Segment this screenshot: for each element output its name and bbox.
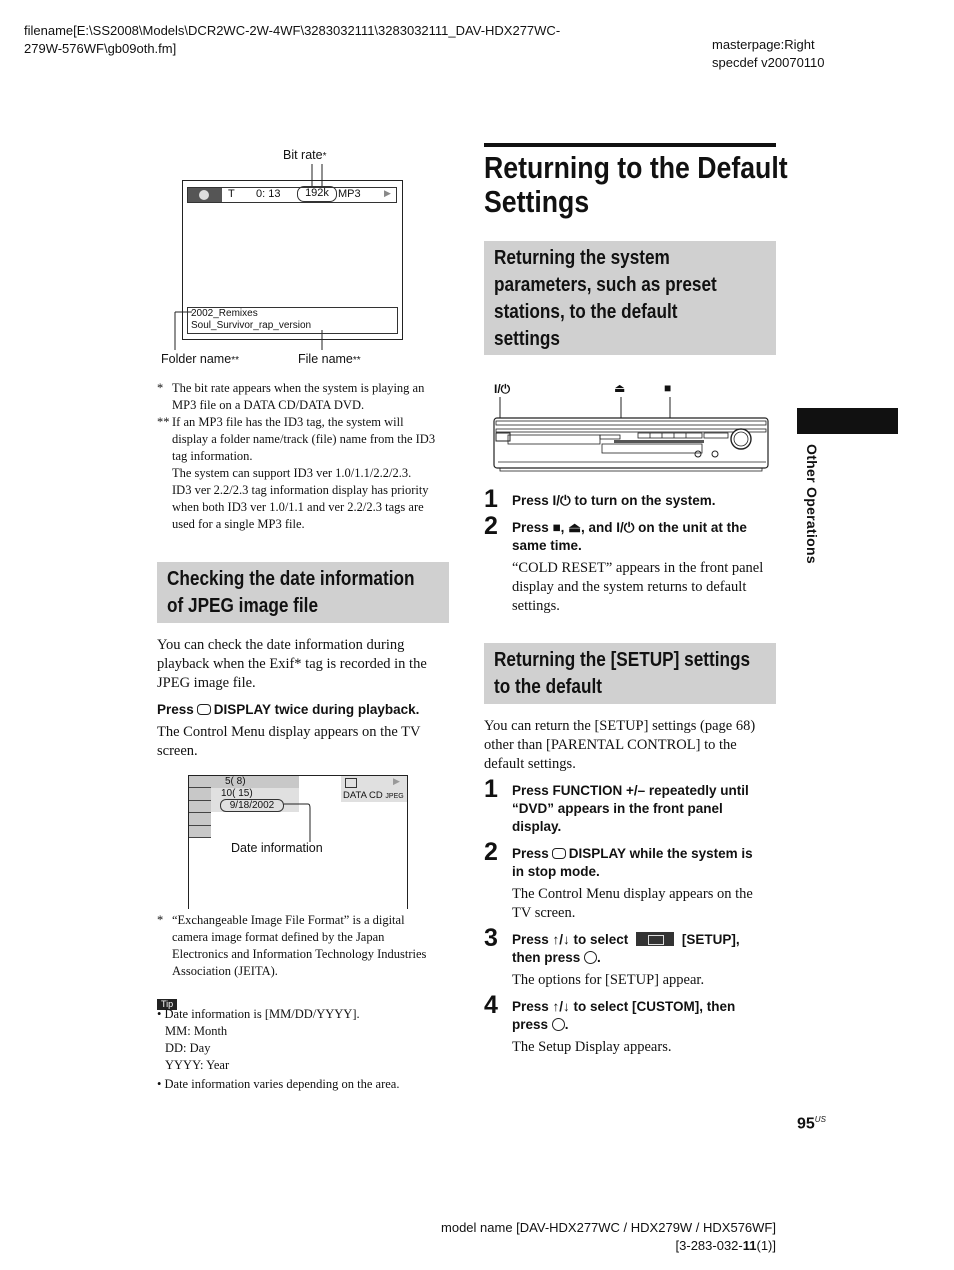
page-number: $95^{US}$ xyxy=(797,1115,826,1133)
date-information-label: Date information xyxy=(231,841,323,855)
osd-folder-count: 10( 15) xyxy=(211,788,299,800)
filename-header: filename[E:\SS2008\Models\DCR2WC-2W-4WF\3283032111\3283032111_DAV-HDX277WC- 279W-576WF\gb09oth.fm] xyxy=(24,23,561,56)
side-tab-label: Other Operations xyxy=(804,444,820,564)
title-rule xyxy=(484,143,776,147)
setup-step-4: Press ↑/↓ to select [CUSTOM], then press . xyxy=(512,999,736,1032)
osd-format: MP3 xyxy=(338,188,361,200)
masterpage-header: masterpage:Right specdef v20070110 xyxy=(712,37,825,70)
setup-step-2-result: The Control Menu display appears on the TV screen. xyxy=(512,886,753,921)
exif-footnote: * “Exchangeable Image File Format” is a digital camera image format defined by the Japan Electronics and Information Technology Industries Association (JEITA). xyxy=(157,913,427,978)
system-step-2-result: “COLD RESET” appears in the front panel display and the system returns to default settings. xyxy=(512,560,764,614)
osd-date: 9/18/2002 xyxy=(220,799,284,812)
power-label: I/⏻ xyxy=(494,382,511,396)
step-number: 2 xyxy=(484,838,498,866)
tip-badge: Tip xyxy=(157,994,177,1012)
bitrate-label: Bit rate* xyxy=(283,148,327,162)
setup-step-2: Press DISPLAY while the system is in stop mode. xyxy=(512,846,753,879)
date-leader-line xyxy=(280,800,330,845)
clock-icon xyxy=(199,190,209,200)
enter-button-icon xyxy=(584,951,597,964)
setup-step-4-result: The Setup Display appears. xyxy=(512,1039,672,1055)
mp3-footnotes xyxy=(157,380,457,533)
osd-clock-area xyxy=(188,188,222,202)
display-button-icon xyxy=(552,848,566,859)
setup-step-3-result: The options for [SETUP] appear. xyxy=(512,972,705,988)
file-name-label: File name** xyxy=(298,352,361,366)
mp3-osd-screen xyxy=(182,180,403,340)
setup-section-heading: Returning the [SETUP] settings to the default xyxy=(484,643,776,704)
slideshow-icon xyxy=(345,778,357,788)
step-number: 3 xyxy=(484,924,498,952)
jpeg-section-heading: Checking the date information of JPEG image file xyxy=(157,562,449,623)
mp3-osd-name-box xyxy=(187,307,398,334)
step-number: 4 xyxy=(484,991,498,1019)
step-number: 2 xyxy=(484,512,498,540)
enter-button-icon xyxy=(552,1018,565,1031)
footnote-bitrate: * The bit rate appears when the system is playing an MP3 file on a DATA CD/DATA DVD. xyxy=(157,381,425,412)
system-step-1: Press I/⏻ to turn on the system. xyxy=(512,493,716,508)
jpeg-instruction: Press DISPLAY twice during playback. xyxy=(157,702,420,717)
step-number: 1 xyxy=(484,485,498,513)
osd-icon-column xyxy=(189,776,211,838)
mp3-osd-bar xyxy=(187,187,397,203)
side-tab-marker xyxy=(797,408,898,434)
step-number: 1 xyxy=(484,775,498,803)
setup-body: You can return the [SETUP] settings (page 68) other than [PARENTAL CONTROL] to the default settings. xyxy=(484,718,756,772)
folder-name-label: Folder name** xyxy=(161,352,239,366)
system-step-2: Press ■, ⏏, and I/⏻ on the unit at the same time. xyxy=(512,520,747,553)
stop-label: ■ xyxy=(664,381,672,395)
osd-folder-value: 2002_Remixes xyxy=(191,308,258,319)
jpeg-body: You can check the date information during playback when the Exif* tag is recorded in the JPEG image file. xyxy=(157,637,427,691)
setup-toolbox-icon xyxy=(636,932,674,946)
setup-step-3: Press ↑/↓ to select [SETUP], then press . xyxy=(512,932,740,965)
osd-time: 0: 13 xyxy=(256,188,281,200)
jpeg-result: The Control Menu display appears on the TV screen. xyxy=(157,724,421,759)
page-title: Returning to the Default Settings xyxy=(484,150,788,219)
tips: • Date information is [MM/DD/YYYY]. MM: Month DD: Day YYYY: Year • Date information varies depending on the area. xyxy=(157,1007,400,1091)
system-section-heading: Returning the system parameters, such as preset stations, to the default settings xyxy=(484,241,776,355)
footer: model name [DAV-HDX277WC / HDX279W / HDX576WF] [3-283-032-11(1)] xyxy=(441,1220,776,1253)
osd-image-count: 5( 8) xyxy=(211,776,299,788)
eject-label: ⏏ xyxy=(614,381,626,395)
osd-jpeg: JPEG xyxy=(385,793,404,800)
unit-front-panel-illustration xyxy=(490,395,775,475)
setup-step-1: Press FUNCTION +/– repeatedly until “DVD” appears in the front panel display. xyxy=(512,783,749,834)
play-icon: ▶ xyxy=(384,188,391,198)
osd-disc-area xyxy=(341,776,407,802)
osd-bitrate: 192k xyxy=(297,186,337,202)
osd-disc-type: DATA CD xyxy=(343,790,383,801)
osd-track-label: T xyxy=(228,188,235,200)
display-button-icon xyxy=(197,704,211,715)
play-icon: ▶ xyxy=(393,776,400,786)
footnote-id3: ** If an MP3 file has the ID3 tag, the system will display a folder name/track (file) name from the ID3 tag information. The system can support ID3 ver 1.0/1.1/2.2/2.3. ID3 ver 2.2/2.3 tag information display has priority when both ID3 ver 1.0/1.1 and ver 2.2/2.3 tags are used for a single MP3 file. xyxy=(157,415,436,531)
osd-file-value: Soul_Survivor_rap_version xyxy=(191,320,312,331)
